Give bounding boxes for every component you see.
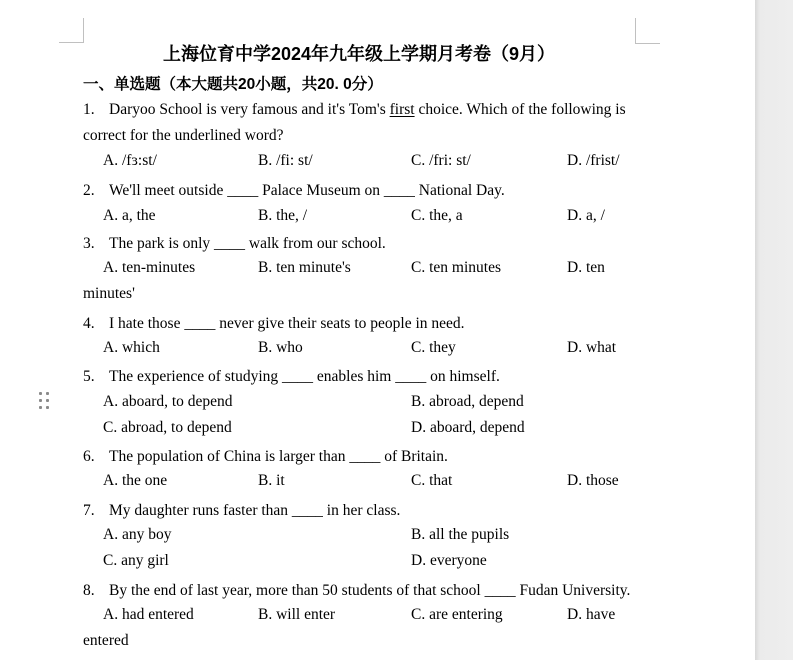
question-4-stem (83, 314, 465, 334)
option-d: D. /frist/ (567, 152, 620, 169)
option-b: B. who (258, 339, 303, 356)
page-title: 上海位育中学2024年九年级上学期月考卷（9月） (162, 44, 556, 64)
stem-text: choice. Which of the following is (414, 101, 626, 118)
text-boundary-mark-top-left (59, 18, 84, 43)
question-1-stem-line2: correct for the underlined word? (83, 127, 284, 144)
question-number: 5. (83, 368, 95, 385)
option-b: B. all the pupils (411, 526, 510, 543)
question-number: 7. (83, 502, 95, 519)
option-a: A. which (103, 339, 160, 356)
question-6-stem (83, 447, 448, 467)
question-6-options (83, 471, 753, 491)
option-a: A. any boy (103, 526, 172, 543)
stem-text: The population of China is larger than ____ of Britain. (109, 448, 448, 465)
option-c: C. abroad, to depend (103, 419, 232, 436)
question-2-stem (83, 181, 505, 201)
option-b: B. the, / (258, 207, 308, 224)
option-d: D. ten (567, 259, 605, 276)
option-d: D. what (567, 339, 617, 356)
option-c: C. /fri: st/ (411, 152, 471, 169)
question-1-options (83, 151, 753, 171)
option-c: C. they (411, 339, 456, 356)
question-7-stem (83, 501, 400, 521)
question-5-options-row1 (83, 392, 753, 412)
question-number: 3. (83, 235, 95, 252)
option-a: A. /fɜ:st/ (103, 152, 157, 169)
viewer-background-strip (755, 0, 793, 660)
option-b: B. ten minute's (258, 259, 351, 276)
section-heading: 一、单选题（本大题共20小题，共20. 0分） (83, 76, 383, 93)
option-d: D. everyone (411, 552, 487, 569)
question-8-option-continuation: entered (83, 632, 129, 649)
underlined-word: first (389, 101, 415, 118)
stem-text: By the end of last year, more than 50 students of that school ____ Fudan University. (109, 582, 631, 599)
question-number: 4. (83, 315, 95, 332)
option-c: C. ten minutes (411, 259, 501, 276)
drag-handle-icon[interactable] (39, 392, 49, 409)
question-3-option-continuation: minutes' (83, 285, 135, 302)
option-d: D. have (567, 606, 616, 623)
question-number: 2. (83, 182, 95, 199)
question-7-options-row2 (83, 551, 753, 571)
option-d: D. aboard, depend (411, 419, 525, 436)
question-number: 6. (83, 448, 95, 465)
option-c: C. the, a (411, 207, 463, 224)
option-c: C. any girl (103, 552, 169, 569)
question-number: 8. (83, 582, 95, 599)
option-d: D. a, / (567, 207, 605, 224)
question-4-options (83, 338, 753, 358)
option-a: A. aboard, to depend (103, 393, 233, 410)
question-5-options-row2 (83, 418, 753, 438)
document-page (83, 0, 743, 660)
option-a: A. a, the (103, 207, 156, 224)
question-2-options (83, 206, 753, 226)
question-number: 1. (83, 101, 95, 118)
question-8-options (83, 605, 753, 625)
stem-text: The park is only ____ walk from our school. (109, 235, 386, 252)
option-a: A. ten-minutes (103, 259, 196, 276)
stem-text: The experience of studying ____ enables him ____ on himself. (109, 368, 500, 385)
option-a: A. had entered (103, 606, 194, 623)
stem-text: I hate those ____ never give their seats to people in need. (109, 315, 465, 332)
stem-text: We'll meet outside ____ Palace Museum on ____ National Day. (109, 182, 505, 199)
option-b: B. it (258, 472, 285, 489)
option-b: B. will enter (258, 606, 336, 623)
question-3-stem (83, 234, 386, 254)
question-1-stem (83, 100, 626, 120)
stem-text: My daughter runs faster than ____ in her class. (109, 502, 401, 519)
stem-text: Daryoo School is very famous and it's Tom's (109, 101, 390, 118)
question-7-options-row1 (83, 525, 753, 545)
option-b: B. /fi: st/ (258, 152, 313, 169)
option-a: A. the one (103, 472, 168, 489)
option-c: C. are entering (411, 606, 503, 623)
question-5-stem (83, 367, 500, 387)
option-b: B. abroad, depend (411, 393, 524, 410)
option-d: D. those (567, 472, 619, 489)
question-8-stem (83, 581, 630, 601)
question-3-options (83, 258, 753, 278)
option-c: C. that (411, 472, 453, 489)
